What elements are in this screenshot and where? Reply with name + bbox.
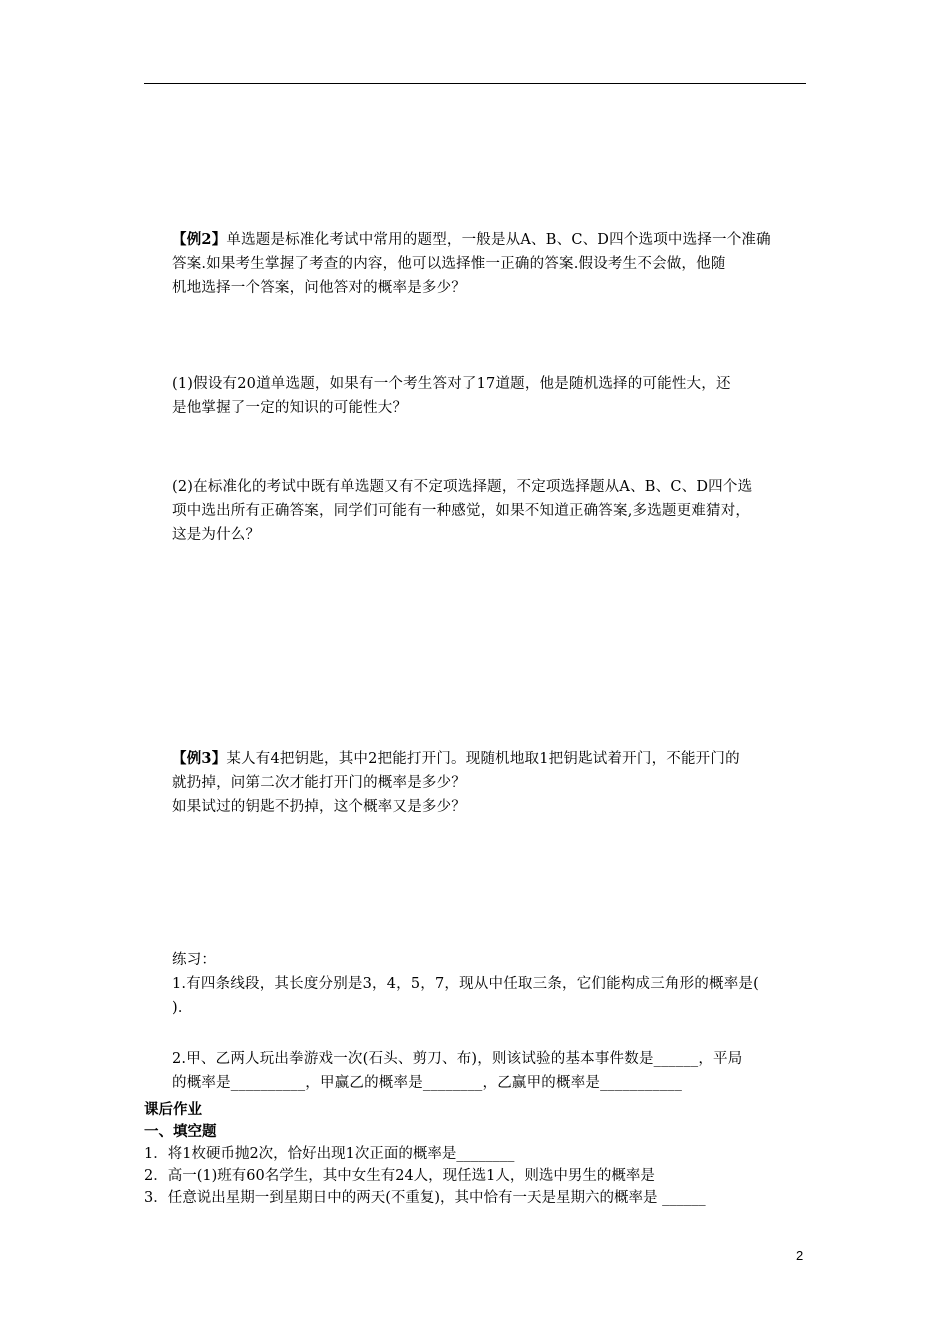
practice-item-1-line-2: )． [172,1000,193,1016]
header-rule [144,83,806,84]
homework-item-3: 3．任意说出星期一到星期日中的两天(不重复)，其中恰有一天是星期六的概率是 ______ [144,1190,706,1206]
question-2-line-2: 项中选出所有正确答案，同学们可能有一种感觉，如果不知道正确答案,多选题更难猜对， [172,503,751,519]
question-1-line-2: 是他掌握了一定的知识的可能性大？ [172,400,408,416]
homework-item-1: 1．将1枚硬币抛2次，恰好出现1次正面的概率是________ [144,1146,515,1162]
example-3-label: 【例3】 [172,750,227,767]
practice-item-2 [172,1047,812,1095]
example-2-label: 【例2】 [172,231,227,248]
question-1 [172,372,812,420]
example-3 [172,747,812,819]
practice-item-1-line-1: 1.有四条线段，其长度分别是3，4，5，7，现从中任取三条，它们能构成三角形的概率是( [172,976,759,992]
page-number: 2 [796,1248,804,1263]
homework-title: 课后作业 [144,1102,202,1118]
example-2-line-3: 机地选择一个答案，问他答对的概率是多少？ [172,280,466,296]
question-2-line-3: 这是为什么？ [172,527,261,543]
practice-item-2-line-1: 2.甲、乙两人玩出拳游戏一次(石头、剪刀、布)，则该试验的基本事件数是______，平局 [172,1051,743,1067]
homework-item-2: 2．高一(1)班有60名学生，其中女生有24人，现任选1人，则选中男生的概率是 [144,1168,655,1184]
practice-heading: 练习： [172,952,217,968]
example-3-line-1: 【例3】某人有4把钥匙，其中2把能打开门。现随机地取1把钥匙试着开门，不能开门的 [172,750,740,767]
example-2 [172,228,812,300]
example-2-line-2: 答案.如果考生掌握了考查的内容，他可以选择惟一正确的答案.假设考生不会做，他随 [172,256,726,272]
question-2 [172,475,812,547]
homework-section-fill-blank: 一、填空题 [144,1124,217,1140]
practice [172,948,812,1020]
homework [144,1099,814,1209]
practice-item-2-line-2: 的概率是__________，甲赢乙的概率是________，乙赢甲的概率是___________ [172,1075,683,1091]
example-2-line-1: 【例2】单选题是标准化考试中常用的题型，一般是从A、B、C、D四个选项中选择一个准确 [172,231,771,248]
question-2-line-1: (2)在标准化的考试中既有单选题又有不定项选择题，不定项选择题从A、B、C、D四个选 [172,479,753,495]
question-1-line-1: (1)假设有20道单选题，如果有一个考生答对了17道题，他是随机选择的可能性大，还 [172,376,731,392]
example-3-line-3: 如果试过的钥匙不扔掉，这个概率又是多少？ [172,799,466,815]
example-3-line-2: 就扔掉，问第二次才能打开门的概率是多少？ [172,775,466,791]
